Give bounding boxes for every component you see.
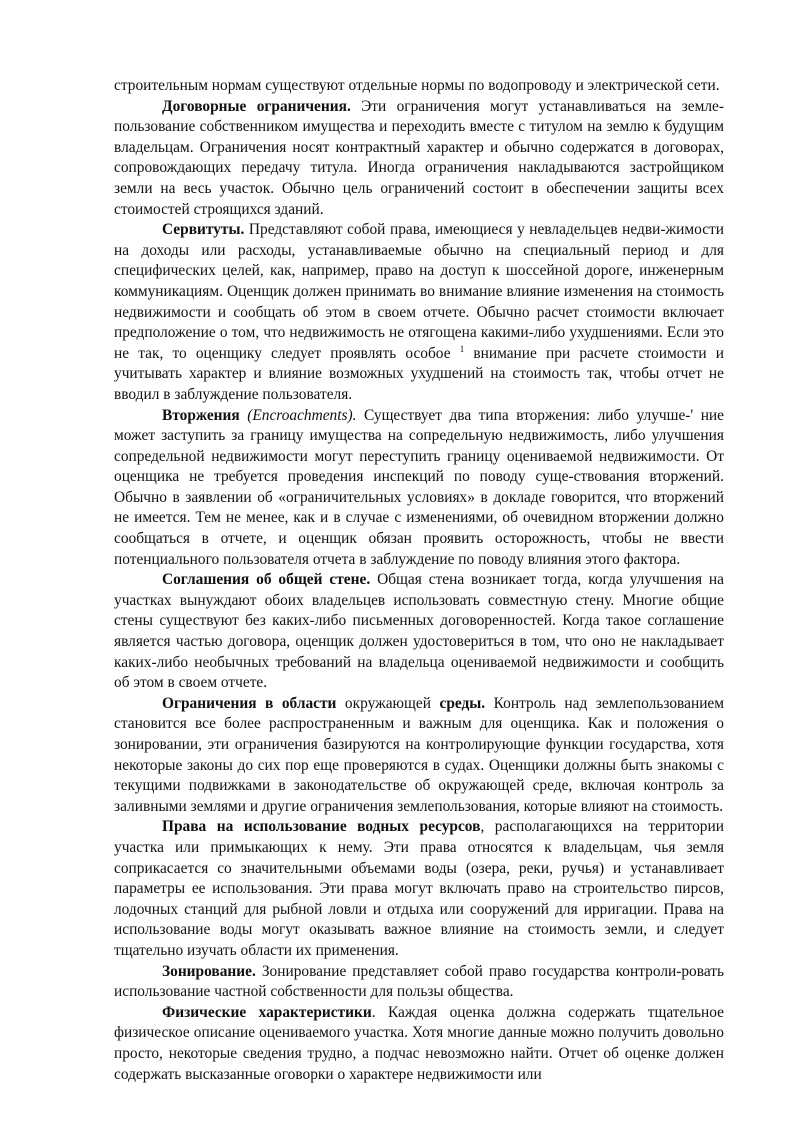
paragraph-heading: Вторжения <box>162 406 240 424</box>
paragraph-text: Контроль над землепользованием становится все более распространенным и важным для оценщика. Как и положения о зонировании, эти ограничения базируются на контролирующие функции государства, хотя некоторые законы до сих пор еще проверяются в судах. Оценщики должны быть знакомы с текущими подвижками в законодательстве об окружающей среде, включая контроль за заливными землями и другие ограничения землепользования, которые влияют на стоимость. <box>114 694 724 815</box>
paragraph-text: Общая стена возникает тогда, когда улучшения на участках вынуждают обоих владельцев использовать совместную стену. Многие общие стены существуют без каких-либо письменных договоренностей. Когда такое соглашение является частью договора, оценщик должен удостовериться в том, что оно не накладывает каких-либо необычных требований на владельца оцениваемой недвижимости и сообщить об этом в своем отчете. <box>114 571 724 692</box>
paragraph-environmental-restrictions <box>114 694 724 818</box>
paragraph-text: , располагающихся на территории участка или примыкающих к нему. Эти права относятся к владельцам, чья земля соприкасается со значительными объемами воды (озера, реки, ручья) и устанавливает параметры ее использования. Эти права могут включать право на строительство пирсов, лодочных станций для рыбной ловли и отдыха или сооружений для ирригации. Права на использование воды могут оказывать важное влияние на стоимость земли, и следует тщательно изучать области их применения. <box>114 818 724 959</box>
paragraph-contract-restrictions <box>114 97 724 221</box>
paragraph-easements <box>114 220 724 405</box>
paragraph-text: Существует два типа вторжения: либо улучше-' ние может заступить за границу имущества на сопредельную недвижимость, либо улучшения сопредельной недвижимости могут переступить границу оцениваемой недвижимости. От оценщика не требуется проведения инспекций по поводу суще-ствования вторжений. Обычно в заявлении об «ограничительных условиях» в докладе говорится, что вторжений не имеется. Тем не менее, как и в случае с изменениями, об очевидном вторжении должно сообщаться в отчете, и оценщик обязан проявить осторожность, чтобы не ввести потенциального пользователя отчета в заблуждение по поводу влияния этого фактора. <box>114 406 724 568</box>
paragraph-text: внимание при расчете стоимости и учитывать характер и влияние возможных ухудшений на стоимость так, чтобы отчет не вводил в заблуждение пользователя. <box>114 344 724 403</box>
paragraph-text: Зонирование представляет собой право государства контроли-ровать использование частной собственности для пользы общества. <box>114 962 724 1001</box>
paragraph-heading: Права на использование водных ресурсов <box>162 818 481 836</box>
footnote-marker: 1 <box>459 343 465 354</box>
paragraph-text: . Каждая оценка должна содержать тщательное физическое описание оцениваемого участка. Хотя многие данные можно получить довольно просто, некоторые сведения трудно, а подчас невозможно найти. Отчет об оценке должен содержать высказанные оговорки о характере недвижимости или <box>114 1003 724 1083</box>
paragraph-term-english: (Encroachments). <box>239 406 357 424</box>
paragraph-heading: Соглашения об общей стене. <box>162 571 371 589</box>
paragraph-heading: Ограничения в области <box>162 694 337 712</box>
paragraph-physical-characteristics <box>114 1003 724 1085</box>
paragraph-text: строительным нормам существуют отдельные нормы по водопроводу и электрической сети. <box>114 77 720 94</box>
paragraph-encroachments <box>114 406 724 571</box>
paragraph-heading: Зонирование. <box>162 962 256 980</box>
paragraph-text: Эти ограничения могут устанавливаться на земле-пользование собственником имущества и переходить вместе с титулом на землю к будущим владельцам. Ограничения носят контрактный характер и обычно содержатся в договорах, сопровождающих передачу титула. Иногда ограничения накладываются застройщиком земли на весь участок. Обычно цель ограничений состоит в обеспечении защиты всех стоимостей строящихся зданий. <box>114 97 724 218</box>
paragraph-building-codes <box>114 76 724 97</box>
document-page <box>114 76 724 1085</box>
paragraph-heading-part: среды. <box>439 694 486 712</box>
paragraph-heading: Физические характеристики <box>162 1003 372 1021</box>
paragraph-text: Представляют собой права, имеющиеся у невладельцев недви-жимости на доходы или расходы, устанавливаемые обычно на специальный период и для специфических целей, как, например, право на доступ к шоссейной дороге, инженерным коммуникациям. Оценщик должен принимать во внимание влияние изменения на стоимость недвижимости и сообщать об этом в своем отчете. Обычно расчет стоимости включает предположение о том, что недвижимость не отягощена какими-либо ухудшениями. Если это не так, то оценщику следует проявлять особое <box>114 221 724 362</box>
paragraph-water-rights <box>114 817 724 961</box>
paragraph-heading: Сервитуты. <box>162 221 245 239</box>
paragraph-heading: Договорные ограничения. <box>162 97 351 115</box>
paragraph-text: окружающей <box>336 694 440 712</box>
paragraph-party-wall <box>114 570 724 694</box>
paragraph-zoning <box>114 962 724 1003</box>
